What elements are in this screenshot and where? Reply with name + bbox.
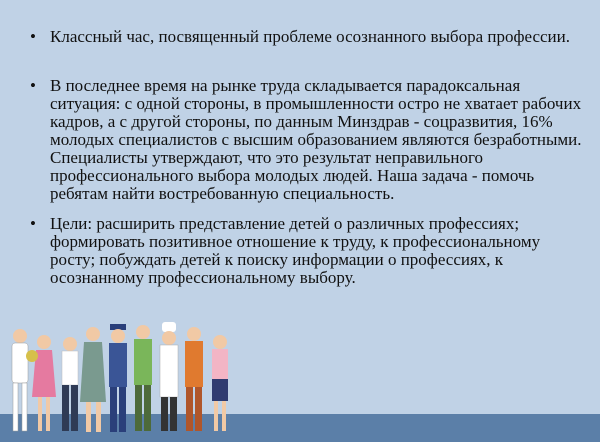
bullet-dot: • [30, 214, 36, 233]
bullet-item-goals [22, 215, 582, 287]
bullet-text: В последнее время на рынке труда складывается парадоксальная ситуация: с одной стороны, в промышленности остро не хватает рабочих кадров, а с другой стороны, по данным Минздрав - соцразвития, 16% молодых специалистов с высшим образованием являются безработными. Специалисты утверждают, что это результат неправильного профессионального выбора молодых людей. Наша задача - помочь ребятам найти востребованную специальность. [50, 76, 582, 203]
bullet-dot: • [30, 76, 36, 95]
worker-figure [134, 325, 152, 431]
girl-figure [26, 335, 56, 431]
nurse-figure [80, 327, 106, 432]
bullet-item-situation [22, 77, 582, 203]
woman-figure [212, 335, 228, 431]
bullet-text: Классный час, посвященный проблеме осознанного выбора профессии. [50, 27, 570, 46]
cook-figure [160, 322, 178, 431]
bullet-item-topic [22, 28, 582, 46]
bullet-dot: • [30, 27, 36, 46]
bullet-text: Цели: расширить представление детей о различных профессиях; формировать позитивное отношение к труду, к профессиональному росту; побуждать детей к поиску информации о профессиях, к осознанному профессиональному выбору. [50, 214, 541, 287]
firefighter-figure [185, 327, 203, 431]
boy-figure [62, 337, 78, 431]
police-figure [109, 324, 127, 432]
doctor-figure [12, 329, 28, 431]
bullet-list [22, 28, 582, 287]
people-professions-illustration [0, 322, 270, 442]
